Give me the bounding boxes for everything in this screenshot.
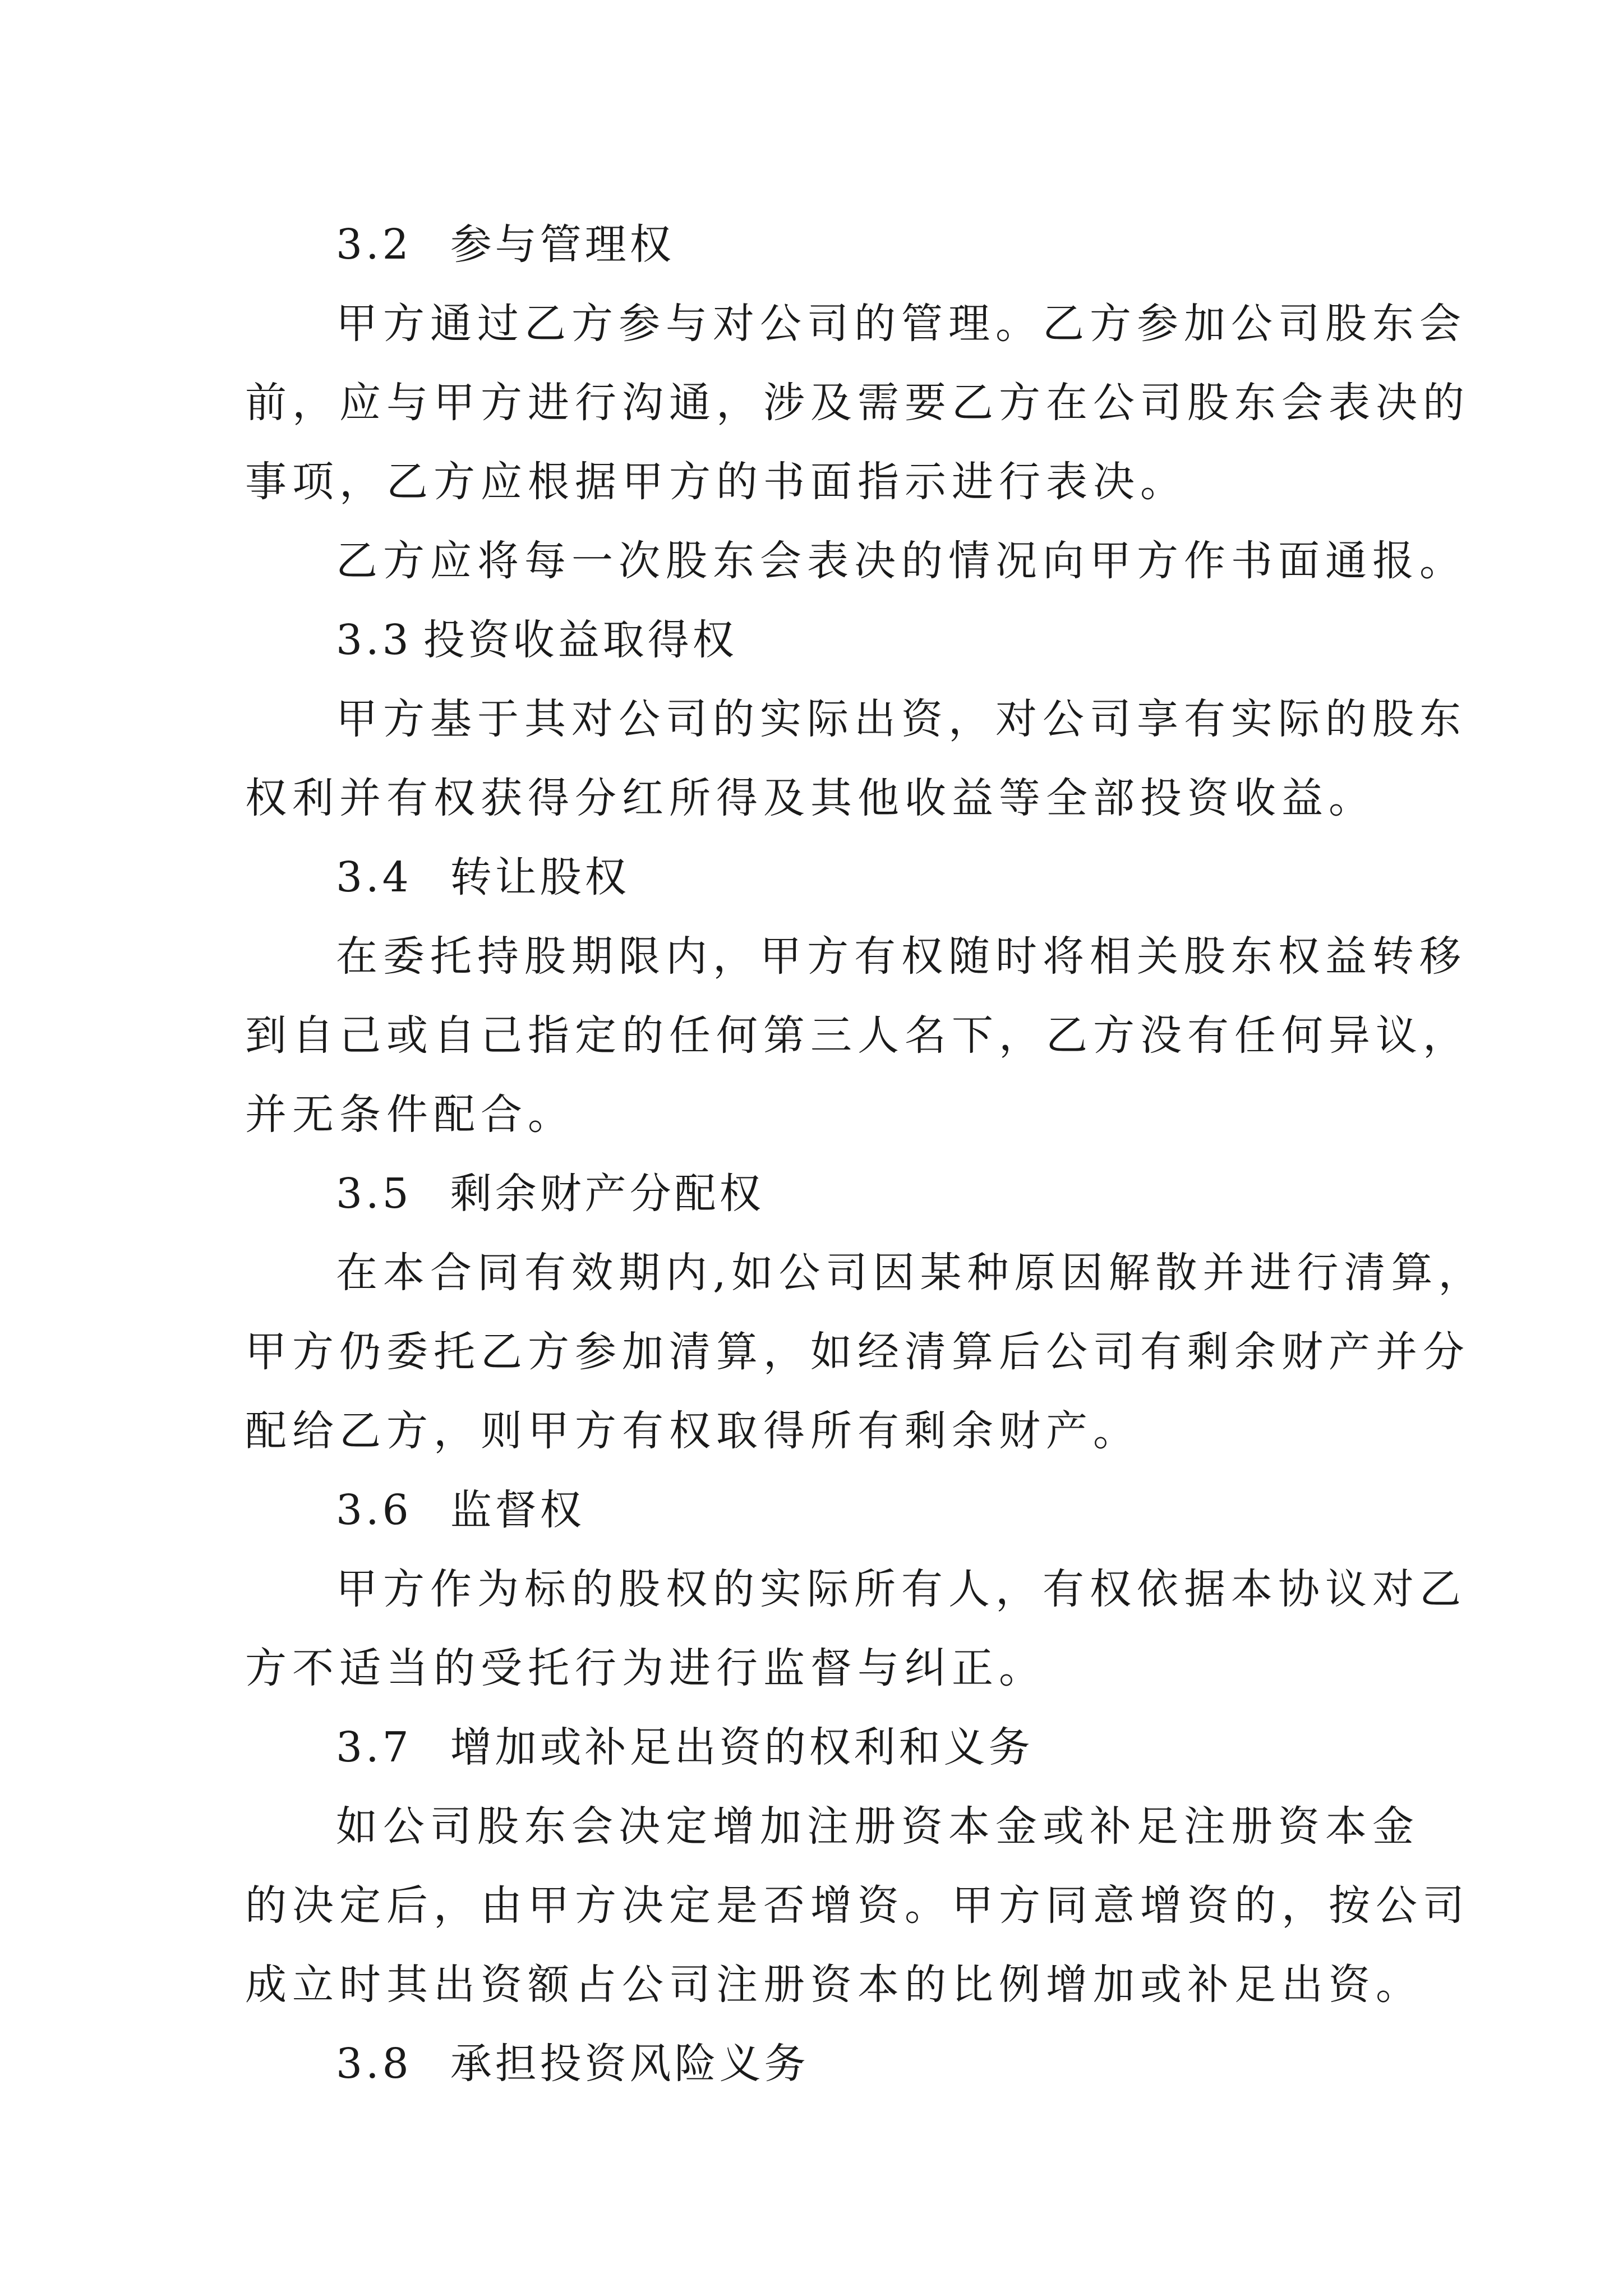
section-title: 监督权 [450, 1486, 585, 1534]
paragraph-line: 并无条件配合。 [245, 1091, 575, 1139]
section-heading-3-4 [336, 846, 630, 908]
paragraph-line: 权利并有权获得分红所得及其他收益等全部投资收益。 [245, 774, 1376, 822]
paragraph-line: 在本合同有效期内,如公司因某种原因解散并进行清算， [336, 1249, 1486, 1297]
section-title: 转让股权 [450, 853, 630, 901]
section-number: 3.8 [336, 2040, 412, 2088]
paragraph-line: 乙方应将每一次股东会表决的情况向甲方作书面通报。 [336, 537, 1467, 585]
section-number: 3.2 [336, 220, 412, 269]
section-number: 3.7 [336, 1723, 412, 1772]
section-heading-3-5 [336, 1163, 764, 1225]
paragraph-line: 方不适当的受托行为进行监督与纠正。 [245, 1644, 1046, 1692]
section-heading-3-7 [336, 1717, 1034, 1778]
section-number: 3.5 [336, 1170, 412, 1218]
paragraph-line: 甲方基于其对公司的实际出资，对公司享有实际的股东 [336, 695, 1467, 743]
paragraph-line: 到自己或自己指定的任何第三人名下，乙方没有任何异议， [245, 1011, 1470, 1060]
section-heading-3-6 [336, 1479, 585, 1541]
paragraph-line: 甲方作为标的股权的实际所有人，有权依据本协议对乙 [336, 1565, 1467, 1613]
paragraph-line: 如公司股东会决定增加注册资本金或补足注册资本金 [336, 1802, 1419, 1851]
section-title: 参与管理权 [450, 220, 675, 269]
section-number: 3.3 [336, 616, 412, 664]
paragraph-line: 在委托持股期限内，甲方有权随时将相关股东权益转移 [336, 932, 1467, 981]
section-title: 投资收益取得权 [423, 616, 737, 664]
section-number: 3.6 [336, 1486, 412, 1534]
paragraph-line: 配给乙方，则甲方有权取得所有剩余财产。 [245, 1407, 1140, 1455]
paragraph-line: 成立时其出资额占公司注册资本的比例增加或补足出资。 [245, 1961, 1423, 2009]
paragraph-line: 的决定后，由甲方决定是否增资。甲方同意增资的，按公司 [245, 1881, 1470, 1930]
section-number: 3.4 [336, 853, 412, 901]
section-heading-3-3 [336, 609, 737, 671]
section-title: 承担投资风险义务 [450, 2040, 809, 2088]
section-title: 剩余财产分配权 [450, 1170, 764, 1218]
paragraph-line: 甲方仍委托乙方参加清算，如经清算后公司有剩余财产并分 [245, 1328, 1470, 1376]
section-title: 增加或补足出资的权利和义务 [450, 1723, 1034, 1772]
section-heading-3-2 [336, 214, 675, 275]
paragraph-line: 甲方通过乙方参与对公司的管理。乙方参加公司股东会 [336, 300, 1467, 348]
paragraph-line: 前，应与甲方进行沟通，涉及需要乙方在公司股东会表决的 [245, 379, 1470, 427]
section-heading-3-8 [336, 2033, 809, 2095]
paragraph-line: 事项，乙方应根据甲方的书面指示进行表决。 [245, 458, 1187, 506]
